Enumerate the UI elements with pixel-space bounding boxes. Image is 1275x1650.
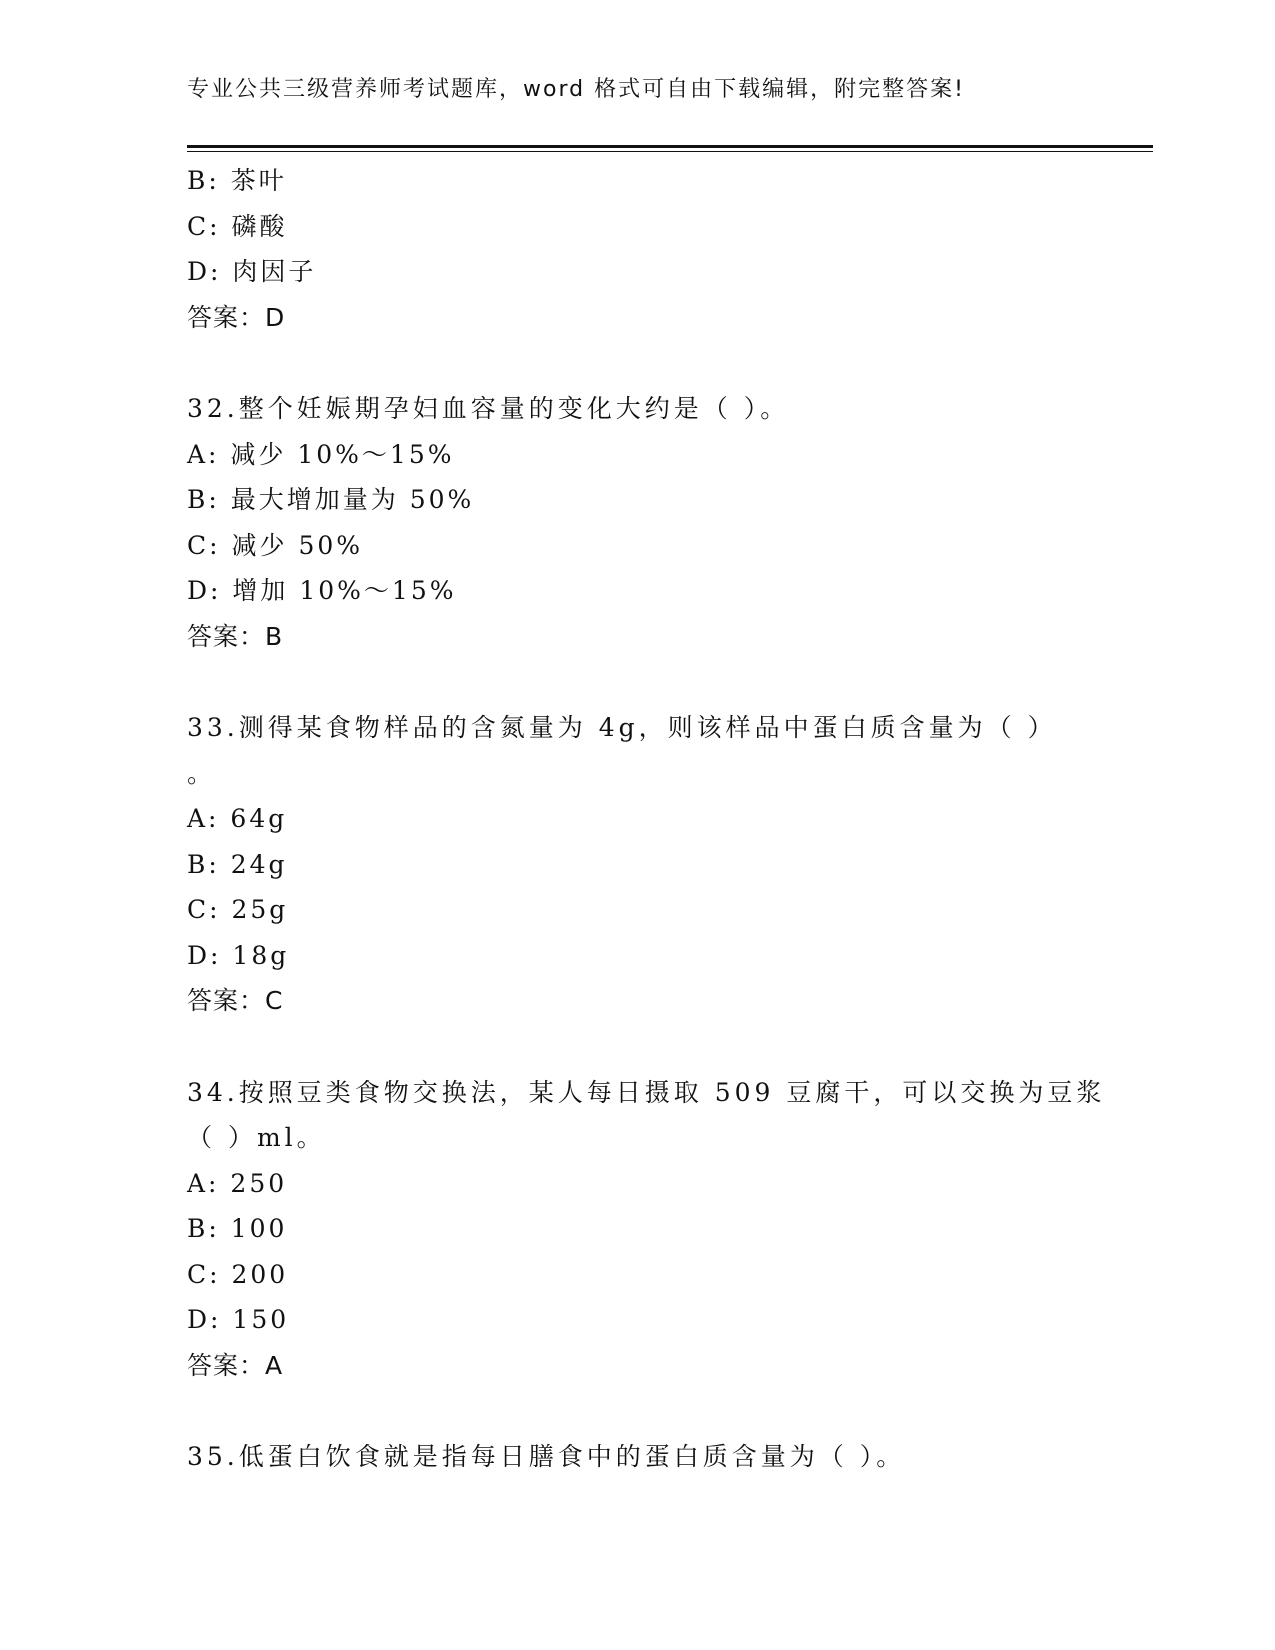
question-stem: 32.整个妊娠期孕妇血容量的变化大约是（ ）。 [187, 394, 790, 423]
answer: 答案：A [187, 1350, 284, 1380]
option-a: A: 64g [187, 804, 288, 833]
answer: 答案：B [187, 621, 284, 651]
option-d: D: 增加 10%～15% [187, 576, 457, 605]
question-stem: 33.测得某食物样品的含氮量为 4g，则该样品中蛋白质含量为（ ） [187, 713, 1057, 742]
option-c: C: 200 [187, 1259, 289, 1289]
option-a: A: 250 [187, 1168, 288, 1198]
option-a: A: 减少 10%～15% [187, 439, 455, 469]
question-stem-continuation: 。 [187, 758, 217, 788]
option-b: B: 24g [187, 849, 288, 879]
header-rule-thin [187, 151, 1153, 152]
option-d: D: 肉因子 [187, 257, 317, 286]
question-stem: 35.低蛋白饮食就是指每日膳食中的蛋白质含量为（ ）。 [187, 1442, 906, 1471]
option-c: C: 磷酸 [187, 211, 288, 241]
header-rule-thick [187, 145, 1153, 148]
option-c: C: 减少 50% [187, 530, 364, 560]
option-b: B: 茶叶 [187, 166, 287, 195]
page-header: 专业公共三级营养师考试题库，word 格式可自由下载编辑，附完整答案! [187, 77, 965, 102]
option-b: B: 最大增加量为 50% [187, 485, 475, 514]
question-stem-continuation: （ ）ml。 [187, 1123, 326, 1152]
answer: 答案：C [187, 986, 284, 1015]
answer: 答案：D [187, 302, 286, 332]
option-d: D: 18g [187, 940, 290, 970]
question-stem: 34.按照豆类食物交换法，某人每日摄取 509 豆腐干，可以交换为豆浆 [187, 1077, 1106, 1107]
question-list [187, 158, 1106, 1480]
option-d: D: 150 [187, 1305, 290, 1334]
option-c: C: 25g [187, 895, 289, 924]
option-b: B: 100 [187, 1214, 288, 1243]
